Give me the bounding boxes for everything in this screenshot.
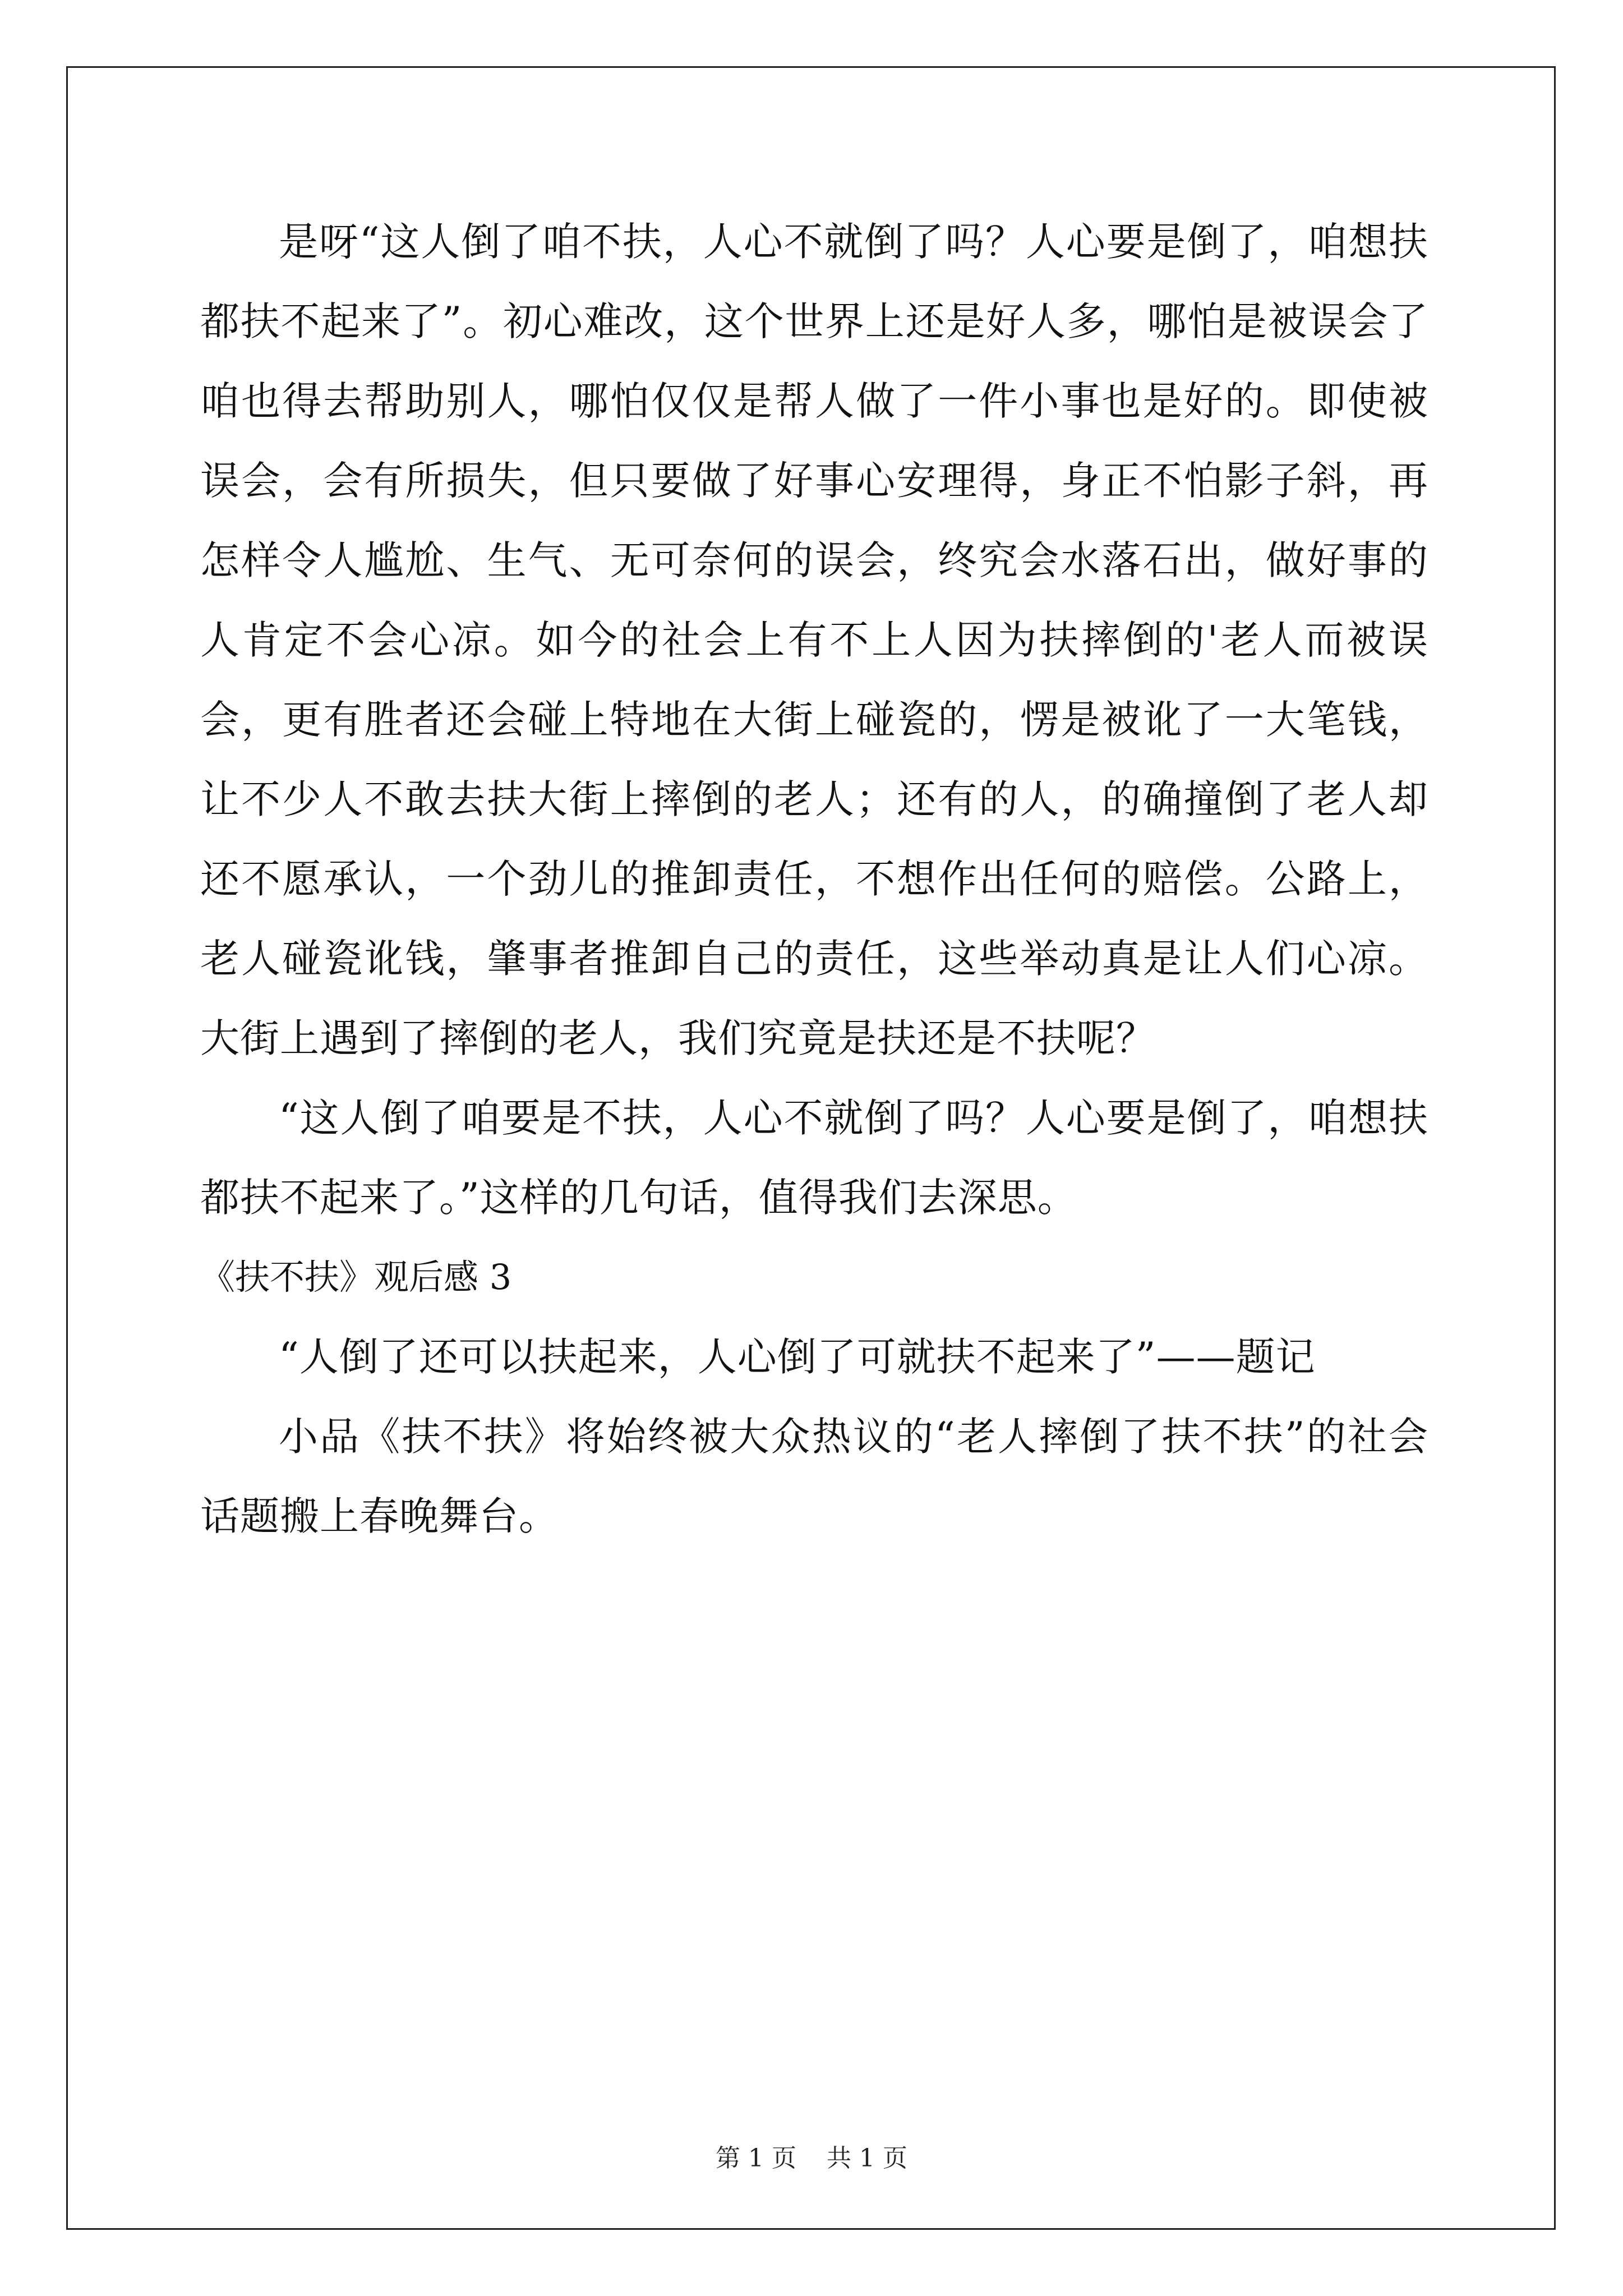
page-total: 共 1 页 xyxy=(827,2144,907,2173)
section-heading: 《扶不扶》观后感 3 xyxy=(200,1257,512,1297)
paragraph-3: 小品《扶不扶》将始终被大众热议的“老人摔倒了扶不扶”的社会话题搬上春晚舞台。 xyxy=(200,1414,1428,1539)
document-body xyxy=(200,202,1428,1556)
paragraph-1: 是呀“这人倒了咱不扶，人心不就倒了吗？人心要是倒了，咱想扶都扶不起来了”。初心难改，这个世界上还是好人多，哪怕是被误会了咱也得去帮助别人，哪怕仅仅是帮人做了一件小事也是好的。即使被误会，会有所损失，但只要做了好事心安理得，身正不怕影子斜，再怎样令人尴尬、生气、无可奈何的误会，终究会水落石出，做好事的人肯定不会心凉。如今的社会上有不上人因为扶摔倒的'老人而被误会，更有胜者还会碰上特地在大街上碰瓷的，愣是被讹了一大笔钱，让不少人不敢去扶大街上摔倒的老人；还有的人，的确撞倒了老人却还不愿承认，一个劲儿的推卸责任，不想作出任何的赔偿。公路上，老人碰瓷讹钱，肇事者推卸自己的责任，这些举动真是让人们心凉。大街上遇到了摔倒的老人，我们究竟是扶还是不扶呢？ xyxy=(200,219,1428,1061)
paragraph-2: “这人倒了咱要是不扶，人心不就倒了吗？人心要是倒了，咱想扶都扶不起来了。”这样的几句话，值得我们去深思。 xyxy=(200,1095,1428,1221)
page-number: 第 1 页 xyxy=(716,2144,796,2173)
page-footer xyxy=(0,2142,1623,2175)
epigraph: “人倒了还可以扶起来，人心倒了可就扶不起来了”——题记 xyxy=(279,1334,1316,1380)
